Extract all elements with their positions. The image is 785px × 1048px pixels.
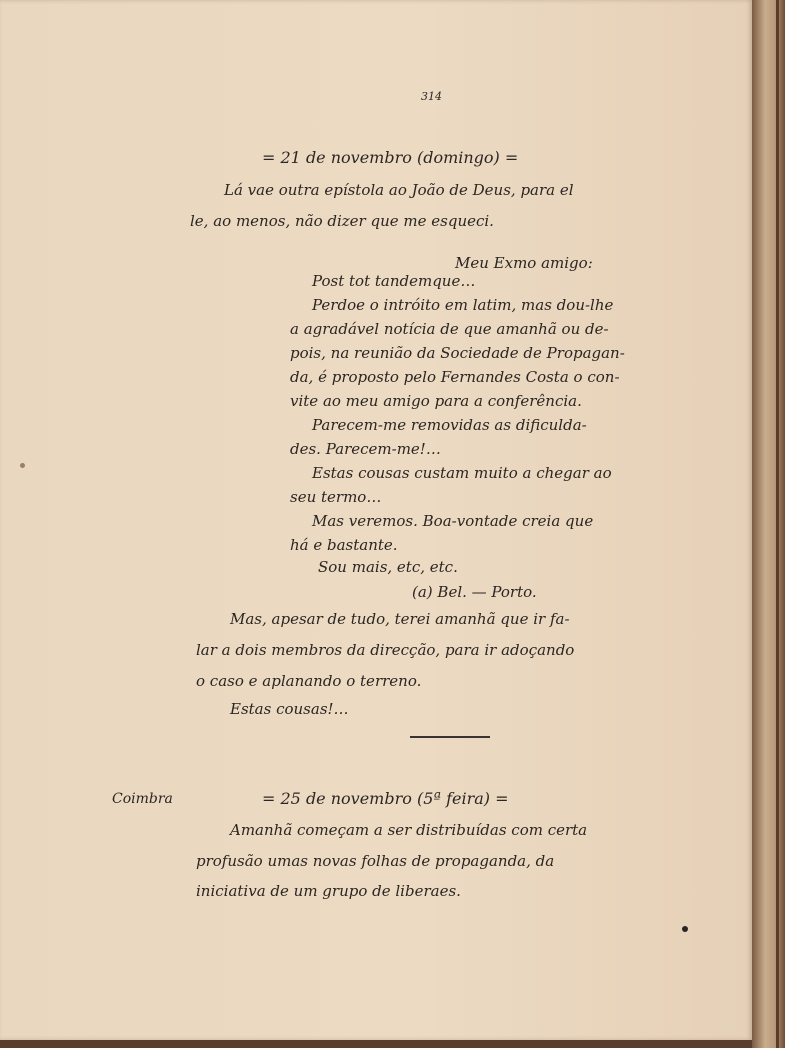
letter-line: Post tot tandemque…	[312, 272, 476, 290]
entry2-line: Amanhã começam a ser distribuídas com certa	[230, 821, 588, 839]
margin-place-name: Coimbra	[112, 791, 173, 807]
entry2-line: profusão umas novas folhas de propaganda, da	[196, 852, 555, 870]
entry2-line: iniciativa de um grupo de liberaes.	[196, 882, 461, 900]
intro-line-1: Lá vae outra epístola ao João de Deus, para el	[224, 181, 574, 199]
letter-line: des. Parecem-me!…	[290, 440, 441, 458]
ink-dot	[682, 926, 688, 932]
letter-signature: (a) Bel. — Porto.	[412, 583, 537, 601]
letter-line: Perdoe o intróito em latim, mas dou-lhe	[312, 296, 614, 314]
letter-line: a agradável notícia de que amanhã ou de-	[290, 320, 609, 338]
section-divider	[410, 736, 490, 738]
letter-line: da, é proposto pelo Fernandes Costa o con-	[290, 368, 620, 386]
binding-line	[776, 0, 779, 1048]
letter-line: Estas cousas custam muito a chegar ao	[312, 464, 612, 482]
letter-line: pois, na reunião da Sociedade de Propagan-	[290, 344, 625, 362]
after-letter-line: Mas, apesar de tudo, terei amanhã que ir fa-	[230, 610, 570, 628]
letter-line: Sou mais, etc, etc.	[318, 558, 458, 576]
after-letter-line: Estas cousas!…	[230, 700, 349, 718]
letter-line: Mas veremos. Boa-vontade creia que	[312, 512, 594, 530]
entry-heading-25-nov: = 25 de novembro (5ª feira) =	[262, 789, 509, 808]
letter-line: há e bastante.	[290, 536, 398, 554]
paper-spot	[20, 463, 25, 468]
intro-line-2: le, ao menos, não dizer que me esqueci.	[190, 212, 494, 230]
entry-heading-21-nov: = 21 de novembro (domingo) =	[262, 148, 519, 167]
binding-edge	[752, 0, 785, 1048]
letter-line: seu termo…	[290, 488, 382, 506]
letter-salutation: Meu Exmo amigo:	[455, 254, 593, 272]
after-letter-line: o caso e aplanando o terreno.	[196, 672, 422, 690]
letter-line: vite ao meu amigo para a conferência.	[290, 392, 582, 410]
page-number: 314	[421, 90, 442, 103]
letter-line: Parecem-me removidas as dificulda-	[312, 416, 587, 434]
after-letter-line: lar a dois membros da direcção, para ir adoçando	[196, 641, 575, 659]
